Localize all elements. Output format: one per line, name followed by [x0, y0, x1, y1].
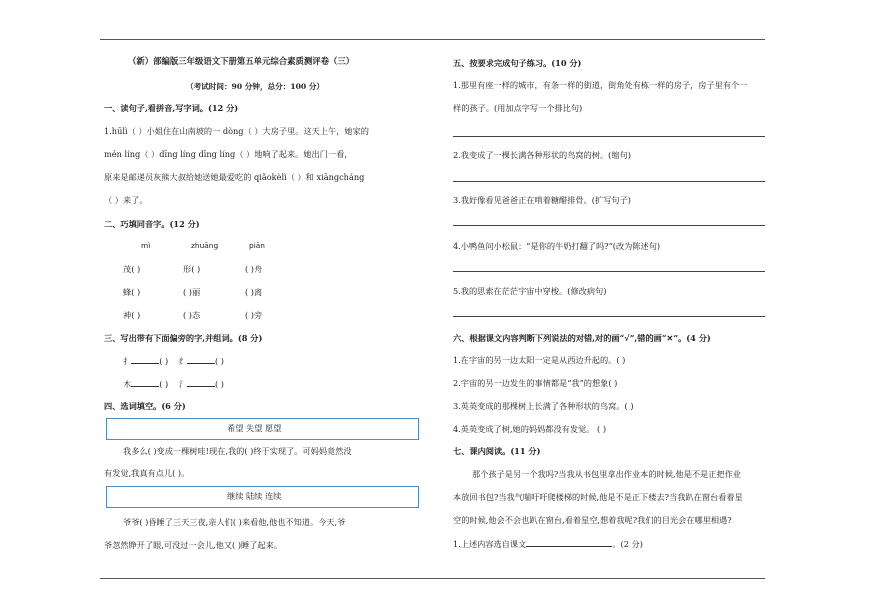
s5-q1-line-2: 样的孩子。(用加点字写一个排比句) — [453, 103, 583, 113]
s5-q4: 4.小鸭鱼问小松鼠：“是你的牛奶打翻了吗?”(改为陈述句) — [453, 241, 661, 251]
radical-row-2 — [123, 378, 224, 390]
section-7-heading: 七、课内阅读。(11 分) — [453, 446, 541, 456]
s7-para-1: 那个孩子是另一个我吗?当我从书包里拿出作业本的时候,他是不是正把作业 — [472, 469, 741, 479]
answer-line[interactable] — [453, 225, 765, 226]
exam-info: （考试时间：90 分钟，总分：100 分） — [186, 82, 325, 91]
s6-q3: 3.英英变成的那棵树上长满了各种形状的鸟窝。( ) — [453, 401, 634, 411]
s5-q2: 2.我变成了一棵长满各种形状的鸟窝的树。(缩句) — [453, 150, 631, 160]
s6-q2: 2.宇宙的另一边发生的事情都是“我”的想象( ) — [453, 378, 618, 388]
radical-word-blank: ( ) — [215, 379, 225, 389]
homophone-3-2: ( )态 — [183, 310, 201, 320]
pinyin-mi: mì — [141, 241, 151, 250]
s5-q1-line-1: 1.那里有座一样的城市，有条一样的街道，街角处有栋一样的房子，房子里有个一 — [453, 80, 748, 90]
answer-line[interactable] — [453, 316, 765, 317]
radical-word-blank: ( ) — [215, 356, 225, 366]
s1-line-4: （ ）来了。 — [104, 195, 148, 205]
homophone-3-3: ( )旁 — [245, 310, 263, 320]
homophone-1-1: 茂( ) — [123, 264, 141, 274]
section-3-heading: 三、写出带有下面偏旁的字,并组词。(8 分) — [104, 333, 263, 343]
answer-line[interactable] — [453, 136, 765, 137]
word-box-2-words: 继续 陆续 连续 — [227, 491, 282, 501]
lesson-blank[interactable] — [526, 538, 612, 547]
radical-word-blank: ( ) — [159, 356, 169, 366]
s7-para-2: 本放回书包?当我气喘吁吁爬楼梯的时候,他是不是正下楼去?当我趴在窗台看着星 — [453, 492, 743, 502]
radical-si: 纟 — [178, 356, 188, 366]
pinyin-pian: piān — [249, 241, 265, 250]
radical-word-blank: ( ) — [159, 379, 169, 389]
s6-q4: 4.英英变成了树,她的妈妈都没有发觉。 ( ) — [453, 424, 607, 434]
section-5-heading: 五、按要求完成句子练习。(10 分) — [453, 58, 582, 68]
radical-blank[interactable] — [131, 378, 159, 387]
s6-q1: 1.在宇宙的另一边太阳一定是从西边升起的。( ) — [453, 355, 626, 365]
homophone-2-1: 蜂( ) — [123, 287, 141, 297]
radical-blank[interactable] — [131, 355, 159, 364]
homophone-3-1: 神( ) — [123, 310, 141, 320]
s7-q1 — [453, 538, 643, 550]
s4-para-2b: 爷忽然睁开了眼,可没过一会儿,他又( )睡了起来。 — [104, 540, 282, 550]
s1-line-3: 原来是邮递员灰熊大叔给她送她最爱吃的 qiǎokèlì（ ）和 xiāngcháng — [104, 172, 365, 182]
s4-para-1a: 我多么( )变成一棵树哇!现在,我的( )终于实现了。可妈妈竟然没 — [123, 446, 352, 456]
s5-q5: 5.我的思索在茫茫宇宙中穿梭。(修改病句) — [453, 286, 607, 296]
radical-shou: 扌 — [123, 356, 132, 366]
homophone-2-3: ( )离 — [245, 287, 263, 297]
answer-line[interactable] — [453, 181, 765, 182]
radical-blank[interactable] — [187, 355, 215, 364]
s1-line-1: 1.hūlì（ ）小姐住在山南坡的一 dòng（ ）大房子里。这天上午，她家的 — [104, 126, 369, 136]
s7-para-3: 空的时候,他会不会也趴在窗台,看着星空,想着我呢?我们的目光会在哪里相遇? — [453, 515, 732, 525]
radical-blank[interactable] — [187, 378, 215, 387]
word-box-1 — [106, 418, 419, 440]
page-title: （新）部编版三年级语文下册第五单元综合素质测评卷（三） — [128, 56, 355, 66]
homophone-1-2: 形( ) — [183, 264, 201, 274]
word-box-2 — [106, 486, 419, 508]
s4-para-1b: 有发觉,我真有点儿( )。 — [104, 468, 190, 478]
section-2-heading: 二、巧填同音字。(12 分) — [104, 219, 200, 229]
homophone-2-2: ( )丽 — [183, 287, 201, 297]
radical-mu: 木 — [123, 379, 132, 389]
section-1-heading: 一、读句子,看拼音,写字词。(12 分) — [104, 103, 239, 113]
radical-shui: 氵 — [178, 379, 188, 389]
radical-row-1 — [123, 355, 224, 367]
s4-para-2a: 爷爷( )昏睡了三天三夜,亲人们( )来看他,他也不知道。今天,爷 — [123, 517, 346, 527]
word-box-1-words: 希望 失望 愿望 — [227, 423, 282, 433]
s1-line-2: mén líng（ ）dīng líng dīng líng（ ）地响了起来。她出门一看， — [104, 149, 353, 159]
bottom-rule — [100, 578, 765, 579]
s7-q1-suffix: 。(2 分) — [612, 539, 643, 549]
section-4-heading: 四、选词填空。(6 分) — [104, 401, 186, 411]
s5-q3: 3.我好像看见爸爸正在啃着糖醋排骨。(扩写句子) — [453, 195, 631, 205]
homophone-1-3: ( )舟 — [245, 264, 263, 274]
pinyin-zhuang: zhuāng — [191, 241, 219, 250]
s7-q1-prefix: 1.上述内容选自课文 — [453, 539, 527, 549]
section-6-heading: 六、根据课文内容判断下列说法的对错,对的画“√”,错的画“✕”。(4 分) — [453, 333, 711, 343]
answer-line[interactable] — [453, 271, 765, 272]
top-rule — [100, 39, 765, 40]
